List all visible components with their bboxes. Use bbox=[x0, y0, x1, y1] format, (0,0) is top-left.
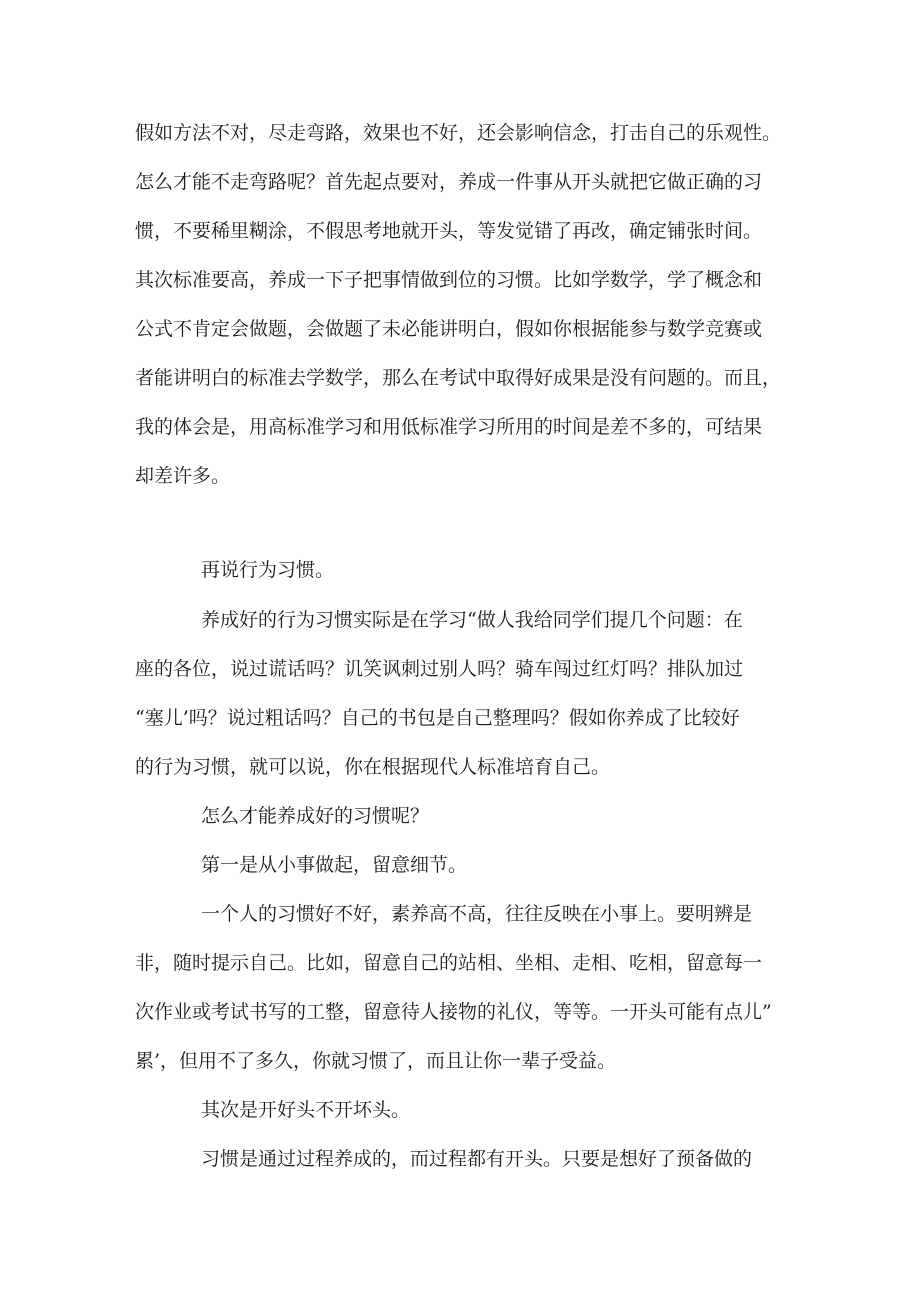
text-line: “塞儿’吗？说过粗话吗？自己的书包是自己整理吗？假如你养成了比较好 bbox=[135, 707, 740, 729]
text-line: 其次标准要高，养成一下子把事情做到位的习惯。比如学数学，学了概念和 bbox=[135, 269, 763, 291]
text-line: 惯，不要稀里糊涂，不假思考地就开头，等发觉错了再改，确定铺张时间。 bbox=[135, 220, 763, 242]
text-line: 累’，但用不了多久，你就习惯了，而且让你一辈子受益。 bbox=[135, 1050, 617, 1072]
text-line: 座的各位，说过谎话吗？讥笑讽刺过别人吗？骑车闯过红灯吗？排队加过 bbox=[135, 658, 744, 680]
text-line: 习惯是通过过程养成的，而过程都有开头。只要是想好了预备做的 bbox=[201, 1148, 753, 1170]
text-line: 一个人的习惯好不好，素养高不高，往往反映在小事上。要明辨是 bbox=[201, 903, 753, 925]
text-line: 的行为习惯，就可以说，你在根据现代人标准培育自己。 bbox=[135, 756, 611, 778]
text-line: 非，随时提示自己。比如，留意自己的站相、坐相、走相、吃相，留意每一 bbox=[135, 952, 763, 974]
text-line: 养成好的行为习惯实际是在学习“做人我给同学们提几个问题：在 bbox=[201, 609, 743, 631]
text-line: 却差许多。 bbox=[135, 465, 231, 487]
text-line: 其次是开好头不开坏头。 bbox=[201, 1099, 411, 1121]
text-line: 第一是从小事做起，留意细节。 bbox=[201, 854, 468, 876]
text-line: 怎么才能不走弯路呢？首先起点要对，养成一件事从开头就把它做正确的习 bbox=[135, 171, 763, 193]
text-line: 者能讲明白的标准去学数学，那么在考试中取得好成果是没有问题的。而且， bbox=[135, 367, 782, 389]
text-line: 次作业或考试书写的工整，留意待人接物的礼仪，等等。一开头可能有点儿” bbox=[135, 1001, 772, 1023]
text-line: 公式不肯定会做题，会做题了未必能讲明白，假如你根据能参与数学竞赛或 bbox=[135, 318, 763, 340]
text-line: 怎么才能养成好的习惯呢？ bbox=[201, 805, 430, 827]
text-line: 我的体会是，用高标准学习和用低标准学习所用的时间是差不多的，可结果 bbox=[135, 416, 763, 438]
text-line: 再说行为习惯。 bbox=[201, 559, 335, 581]
text-line: 假如方法不对，尽走弯路，效果也不好，还会影响信念，打击自己的乐观性。 bbox=[135, 122, 782, 144]
